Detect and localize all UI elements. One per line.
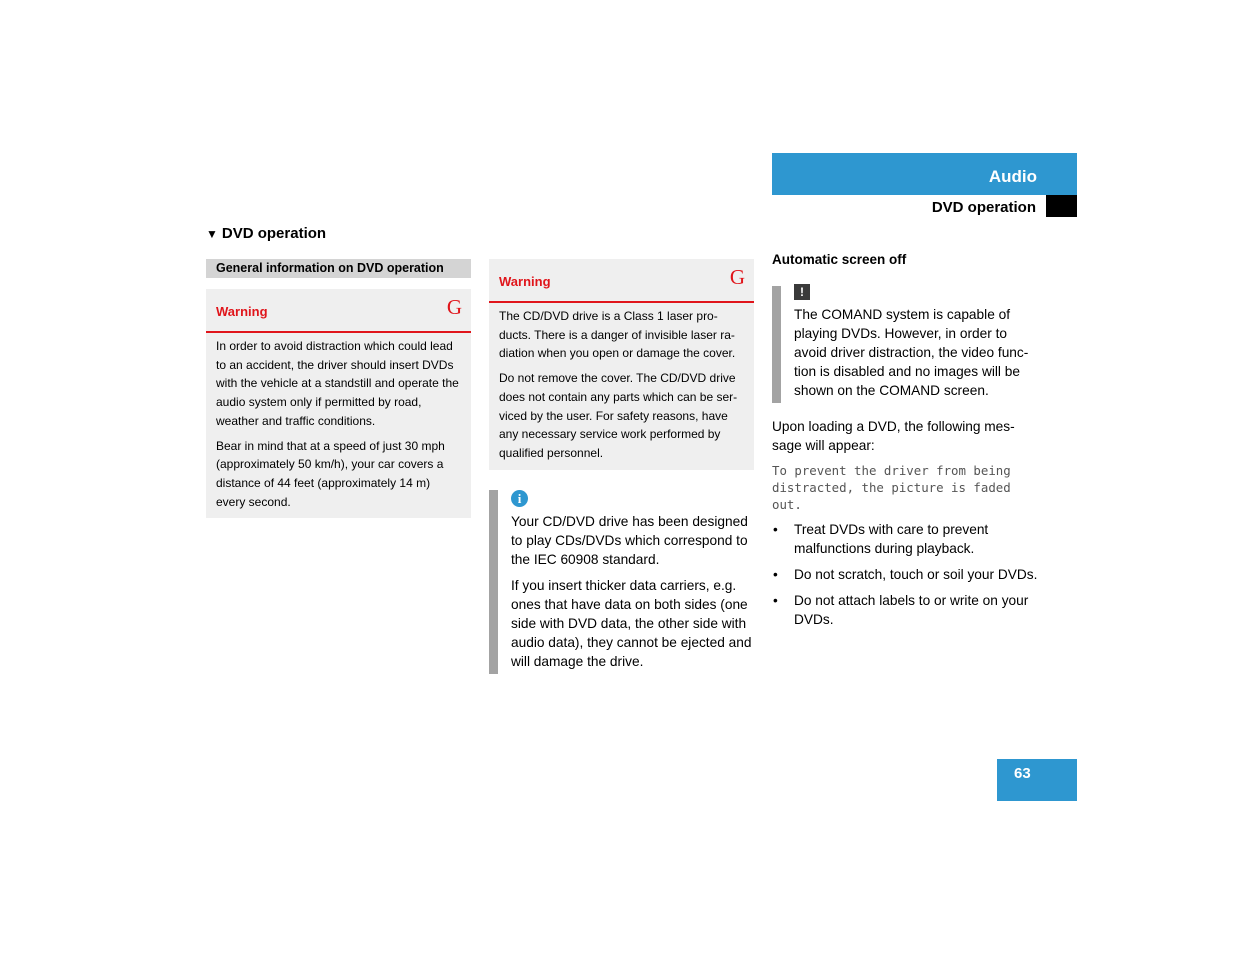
auto-screen-heading: Automatic screen off	[772, 252, 907, 267]
info-paragraph: Your CD/DVD drive has been designed to play CDs/DVDs which correspond to the IEC 60908 standard.	[511, 514, 748, 567]
section-title	[206, 225, 326, 242]
section-marker	[1046, 195, 1077, 217]
caution-note	[772, 286, 1042, 403]
warning-body	[206, 333, 471, 517]
caution-paragraph: The COMAND system is capable of playing DVDs. However, in order to avoid driver distraction, the video func-tion is disabled and no images will be shown on the COMAND screen.	[794, 307, 1029, 398]
loading-intro: Upon loading a DVD, the following mes-sage will appear:	[772, 419, 1015, 453]
chapter-title: Audio	[988, 167, 1037, 186]
section-title-text: DVD operation	[221, 225, 327, 242]
warning-icon: G	[446, 295, 462, 319]
warning-label: Warning	[499, 274, 551, 289]
care-bullet-list	[772, 520, 1042, 629]
warning-box-laser	[489, 259, 754, 470]
exclamation-icon: !	[794, 284, 810, 300]
info-note	[489, 490, 757, 674]
warning-paragraph: Bear in mind that at a speed of just 30 mph (approximately 50 km/h), your car covers a distance of 44 feet (approximately 14 m) every second.	[216, 438, 445, 509]
note-side-bar	[489, 490, 498, 674]
list-item: • Do not attach labels to or write on your DVDs.	[772, 591, 1042, 629]
warning-body	[489, 303, 754, 469]
chapter-header	[772, 153, 1077, 195]
note-side-bar	[772, 286, 781, 403]
warning-paragraph: The CD/DVD drive is a Class 1 laser pro-ducts. There is a danger of invisible laser ra-diation when you open or damage the cover.	[499, 309, 736, 361]
page-number: 63	[997, 759, 1077, 801]
screen-message: To prevent the driver from being distracted, the picture is faded out.	[772, 463, 1011, 512]
warning-paragraph: Do not remove the cover. The CD/DVD drive does not contain any parts which can be ser-viced by the user. For safety reasons, have any necessary service work performed by qualified personnel.	[499, 371, 738, 460]
list-item: • Do not scratch, touch or soil your DVDs.	[772, 565, 1042, 584]
warning-header	[206, 289, 471, 333]
info-note-content	[511, 490, 757, 671]
triangle-down-icon: ▼	[206, 226, 218, 241]
warning-header	[489, 259, 754, 303]
section-header: DVD operation	[931, 199, 1036, 216]
info-icon: i	[511, 490, 528, 507]
list-item: • Treat DVDs with care to prevent malfunctions during playback.	[772, 520, 1042, 558]
caution-note-content	[794, 284, 1042, 400]
warning-paragraph: In order to avoid distraction which could lead to an accident, the driver should insert DVDs with the vehicle at a standstill and operate the audio system only if permitted by road, weather and traffic conditions.	[216, 339, 459, 428]
info-paragraph: If you insert thicker data carriers, e.g. ones that have data on both sides (one side with DVD data, the other side with audio data), they cannot be ejected and will damage the drive.	[511, 578, 752, 669]
warning-icon: G	[729, 265, 745, 289]
general-info-label: General information on DVD operation	[206, 259, 471, 278]
warning-box-distraction	[206, 289, 471, 518]
warning-label: Warning	[216, 304, 268, 319]
